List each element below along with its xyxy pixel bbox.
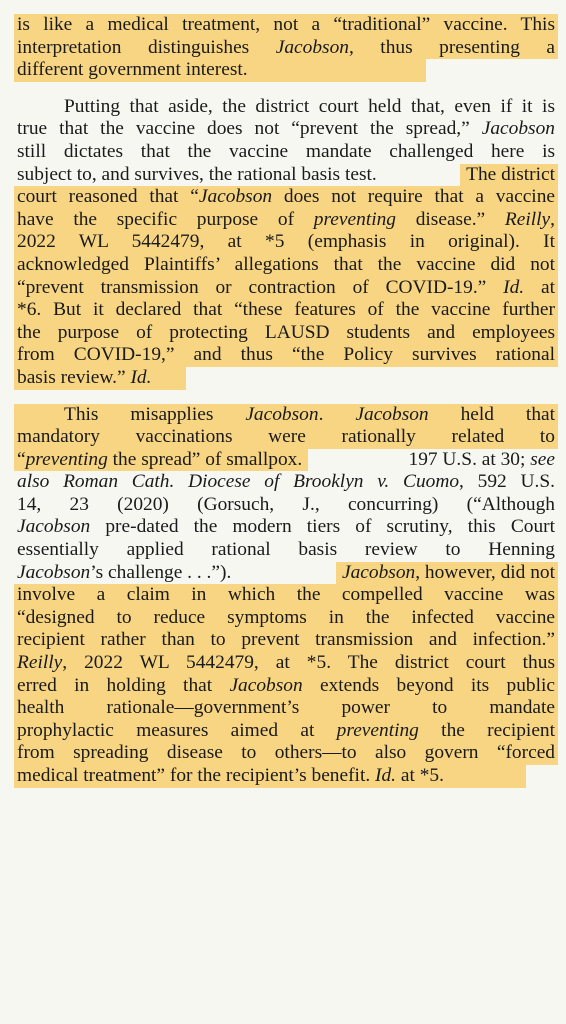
text-line: “designed to reduce symptoms in the infected vaccine — [14, 607, 558, 630]
text-line: prophylactic measures aimed at preventing the recipient — [14, 720, 558, 743]
text-segment: 197 U.S. at 30; see — [408, 448, 555, 470]
text-line: the purpose of protecting LAUSD students and employees — [14, 322, 558, 345]
text-line: medical treatment” for the recipient’s benefit. Id. at *5. — [14, 765, 526, 788]
text-line: from COVID-19,” and thus “the Policy survives rational — [14, 344, 558, 367]
text-line: involve a claim in which the compelled vaccine was — [14, 584, 558, 607]
paragraph-3 — [14, 404, 558, 788]
text-line: true that the vaccine does not “prevent the spread,” Jacobson — [17, 118, 555, 140]
text-line: “prevent transmission or contraction of COVID-19.” Id. at — [14, 277, 558, 300]
text-line — [14, 449, 558, 472]
text-line — [14, 164, 558, 187]
text-line: This misapplies Jacobson. Jacobson held that — [14, 404, 558, 427]
highlighted-segment: “preventing the spread” of smallpox. — [14, 449, 308, 472]
text-line: interpretation distinguishes Jacobson, thus presenting a — [14, 37, 558, 60]
text-line: different government interest. — [14, 59, 426, 82]
text-line: 14, 23 (2020) (Gorsuch, J., concurring) (“Although — [17, 493, 555, 515]
text-line: court reasoned that “Jacobson does not require that a vaccine — [14, 186, 558, 209]
text-line: erred in holding that Jacobson extends beyond its public — [14, 675, 558, 698]
text-line: is like a medical treatment, not a “traditional” vaccine. This — [14, 14, 558, 37]
text-segment: Jacobson’s challenge . . .”). — [17, 561, 232, 583]
text-line: *6. But it declared that “these features of the vaccine further — [14, 299, 558, 322]
text-line: Putting that aside, the district court held that, even if it is — [64, 95, 555, 117]
text-line: Reilly, 2022 WL 5442479, at *5. The district court thus — [14, 652, 558, 675]
text-line: from spreading disease to others—to also govern “forced — [14, 742, 558, 765]
text-line: still dictates that the vaccine mandate challenged here is — [17, 140, 555, 162]
text-line: acknowledged Plaintiffs’ allegations that the vaccine did not — [14, 254, 558, 277]
highlighted-segment: The district — [460, 164, 558, 187]
text-line — [14, 562, 558, 585]
text-line: basis review.” Id. — [14, 367, 186, 390]
text-line: have the specific purpose of preventing disease.” Reilly, — [14, 209, 558, 232]
text-line: health rationale—government’s power to mandate — [14, 697, 558, 720]
highlighted-segment: Jacobson, however, did not — [336, 562, 558, 585]
text-segment: subject to, and survives, the rational basis test. — [17, 163, 377, 185]
text-line: 2022 WL 5442479, at *5 (emphasis in original). It — [14, 231, 558, 254]
text-line: also Roman Cath. Diocese of Brooklyn v. Cuomo, 592 U.S. — [17, 471, 555, 493]
paragraph-1 — [14, 14, 558, 82]
text-line: mandatory vaccinations were rationally related to — [14, 426, 558, 449]
text-line: essentially applied rational basis review to Henning — [17, 539, 555, 561]
paragraph-2 — [14, 96, 558, 390]
text-line: recipient rather than to prevent transmission and infection.” — [14, 629, 558, 652]
text-line: Jacobson pre-dated the modern tiers of scrutiny, this Court — [17, 516, 555, 538]
